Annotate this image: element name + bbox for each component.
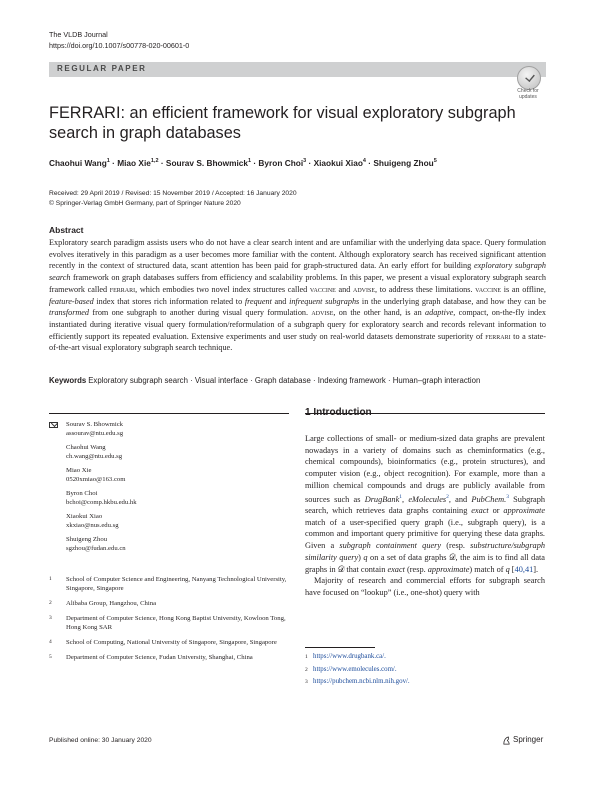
contact-email[interactable]: bchoi@comp.hkbu.edu.hk [66,499,137,506]
author-sup[interactable]: 1,2 [150,158,159,164]
abstract-heading: Abstract [49,225,84,235]
keywords-text: Exploratory subgraph search · Visual interface · Graph database · Indexing framework · Human–graph interaction [88,376,481,385]
contact-name: Byron Choi [66,490,98,497]
introduction-body [305,433,545,599]
affiliation-list [49,575,289,668]
contact-entry [49,535,289,553]
journal-doi[interactable]: https://doi.org/10.1007/s00778-020-00601-0 [49,41,190,50]
paper-title: FERRARI: an efficient framework for visual exploratory subgraph search in graph databases [49,104,516,142]
copyright-line: © Springer-Verlag GmbH Germany, part of Springer Nature 2020 [49,199,241,207]
footnote-link[interactable]: https://www.drugbank.ca/. [313,653,386,660]
publication-dates [49,189,297,208]
contact-list [49,420,289,558]
author-name: Shuigeng Zhou [373,157,434,168]
affiliation-entry [49,575,289,593]
affiliation-entry [49,638,289,647]
affiliation-entry [49,599,289,608]
section-label: REGULAR PAPER [57,64,147,73]
affiliation-number: 1 [49,576,52,582]
left-column-rule [49,413,289,414]
contact-name: Chaohui Wang [66,444,106,451]
abstract-text: Exploratory search paradigm assists users who do not have a clear search intent and are unfamiliar with the underlying data space. Query formulation evolves iteratively in this paradigm as a user becomes more familiar with the content. Although exploratory search has received significant attention recently in the context of structured data, scant attention has been paid for graph-structured data. An early effort for building exploratory subgraph search framework on graph databases suffers from efficiency and scalability problems. In this paper, we present a visual exploratory subgraph search framework called ferrari, which embodies two novel index structures called vaccine and advise, to address these limitations. vaccine is an offline, feature-based index that stores rich information related to frequent and infrequent subgraphs in the underlying graph database, and how they can be transformed from one subgraph to another during visual query formulation. advise, on the other hand, is an adaptive, compact, on-the-fly index instantiated during iterative visual query formulation/reformulation of a subgraph query for exploratory search and records relevant information to efficiently support its repeated evaluation. Extensive experiments and user study on real-world datasets demonstrate superiority of ferrari to a state-of-the-art visual exploratory subgraph search technique. [49,238,546,353]
contact-name: Shuigeng Zhou [66,536,108,543]
author-name: Miao Xie [117,157,151,168]
springer-horse-icon [502,736,511,745]
footnote: 1 https://www.drugbank.ca/. [305,653,386,660]
affiliation-text: Alibaba Group, Hangzhou, China [66,600,157,607]
contact-name: Sourav S. Bhowmick [66,421,124,428]
author-sup[interactable]: 4 [362,158,366,164]
footnote-ref[interactable]: 2 [446,493,449,500]
affiliation-text: Department of Computer Science, Hong Kong Baptist University, Kowloon Tong, Hong Kong SAR [66,615,286,631]
author-sup[interactable]: 3 [303,158,307,164]
footnote-link[interactable]: https://www.emolecules.com/. [313,665,397,673]
footnotes [305,651,545,689]
author-name: Byron Choi [258,157,304,168]
publisher-name: Springer [513,735,544,744]
intro-paragraph: Large collections of small- or medium-sized data graphs are prevalent nowadays in a variety of domains such as cheminformatics (e.g., chemical compounds), bioinformatics (e.g., protein structures), and computer vision (e.g., object recognition). For example, more than a million chemical compounds and drugs are publicly available from sources such as DrugBank$^1$, eMolecules$^2$, and PubChem.$^3$ Subgraph search, which retrieves data graphs containing exact or approximate match of a user-specified query graph (i.e., subgraph query), is a common and important query primitive for querying these data graphs. Given a subgraph containment query (resp. substructure/subgraph similarity query) q on a set of data graphs 𝒟, the aim is to find all data graphs in 𝒟 that contain exact (resp. approximate) match of q [40,41]. [305,434,546,574]
contact-email[interactable]: sgzhou@fudan.edu.cn [66,545,126,552]
contact-entry [49,512,289,530]
affiliation-number: 2 [49,600,52,606]
affiliation-text: Department of Computer Science, Fudan University, Shanghai, China [66,654,253,661]
affiliation-number: 5 [49,654,52,660]
affiliation-number: 4 [49,639,52,645]
author-sup[interactable]: 1 [106,158,110,164]
affiliation-text: School of Computing, National University of Singapore, Singapore, Singapore [66,639,277,646]
contact-email[interactable]: ch.wang@ntu.edu.sg [66,453,123,460]
contact-entry [49,443,289,461]
contact-name: Miao Xie [66,467,92,474]
footnote-rule [305,647,375,648]
footnote: 3 https://pubchem.ncbi.nlm.nih.gov/. [305,678,410,685]
contact-name: Xiaokui Xiao [66,513,103,520]
badge-line2: updates [519,93,537,100]
footnote-ref[interactable]: 1 [399,493,403,500]
section-heading-introduction: 1 Introduction [305,407,372,418]
intro-paragraph: Majority of research and commercial efforts for subgraph search have focused on “lookup” (i.e., one-shot) query with [305,576,545,597]
author-name: Chaohui Wang [49,157,107,168]
contact-entry [49,420,289,438]
check-updates-icon [517,66,541,90]
footnote: 2 https://www.emolecules.com/. [305,665,397,673]
check-for-updates-badge[interactable] [511,66,545,100]
badge-line1: Check for [517,88,539,94]
affiliation-entry [49,614,289,632]
author-sup[interactable]: 5 [433,158,437,164]
author-name: Xiaokui Xiao [313,157,363,168]
envelope-icon [49,422,58,428]
contact-entry [49,489,289,507]
citation-link[interactable]: 40,41 [514,564,534,574]
footnote-ref[interactable]: 3 [506,493,509,500]
contact-email[interactable]: 0520xmiao@163.com [66,476,126,483]
affiliation-text: School of Computer Science and Engineering, Nanyang Technological University, Singapore, Singapore [66,576,287,592]
published-online: Published online: 30 January 2020 [49,737,152,744]
affiliation-entry [49,653,289,662]
contact-entry [49,466,289,484]
journal-name: The VLDB Journal [49,30,108,39]
author-name: Sourav S. Bhowmick [165,157,248,168]
journal-header [49,29,189,51]
keywords-line [49,375,549,386]
footnote-link[interactable]: https://pubchem.ncbi.nlm.nih.gov/. [313,678,410,685]
keywords-label: Keywords [49,376,87,385]
author-sup[interactable]: 1 [247,158,252,164]
affiliation-number: 3 [49,615,52,621]
contact-email[interactable]: assourav@ntu.edu.sg [66,430,124,437]
dates-line: Received: 29 April 2019 / Revised: 15 November 2019 / Accepted: 16 January 2020 [49,190,297,197]
author-list: Chaohui Wang$^1$ · Miao Xie$^{1,2}$ · Sourav S. Bhowmick$^1$ · Byron Choi$^3$ · Xiaokui Xiao$^4$ · Shuigeng Zhou$^5$ [49,157,437,168]
contact-email[interactable]: xkxiao@nus.edu.sg [66,522,119,529]
